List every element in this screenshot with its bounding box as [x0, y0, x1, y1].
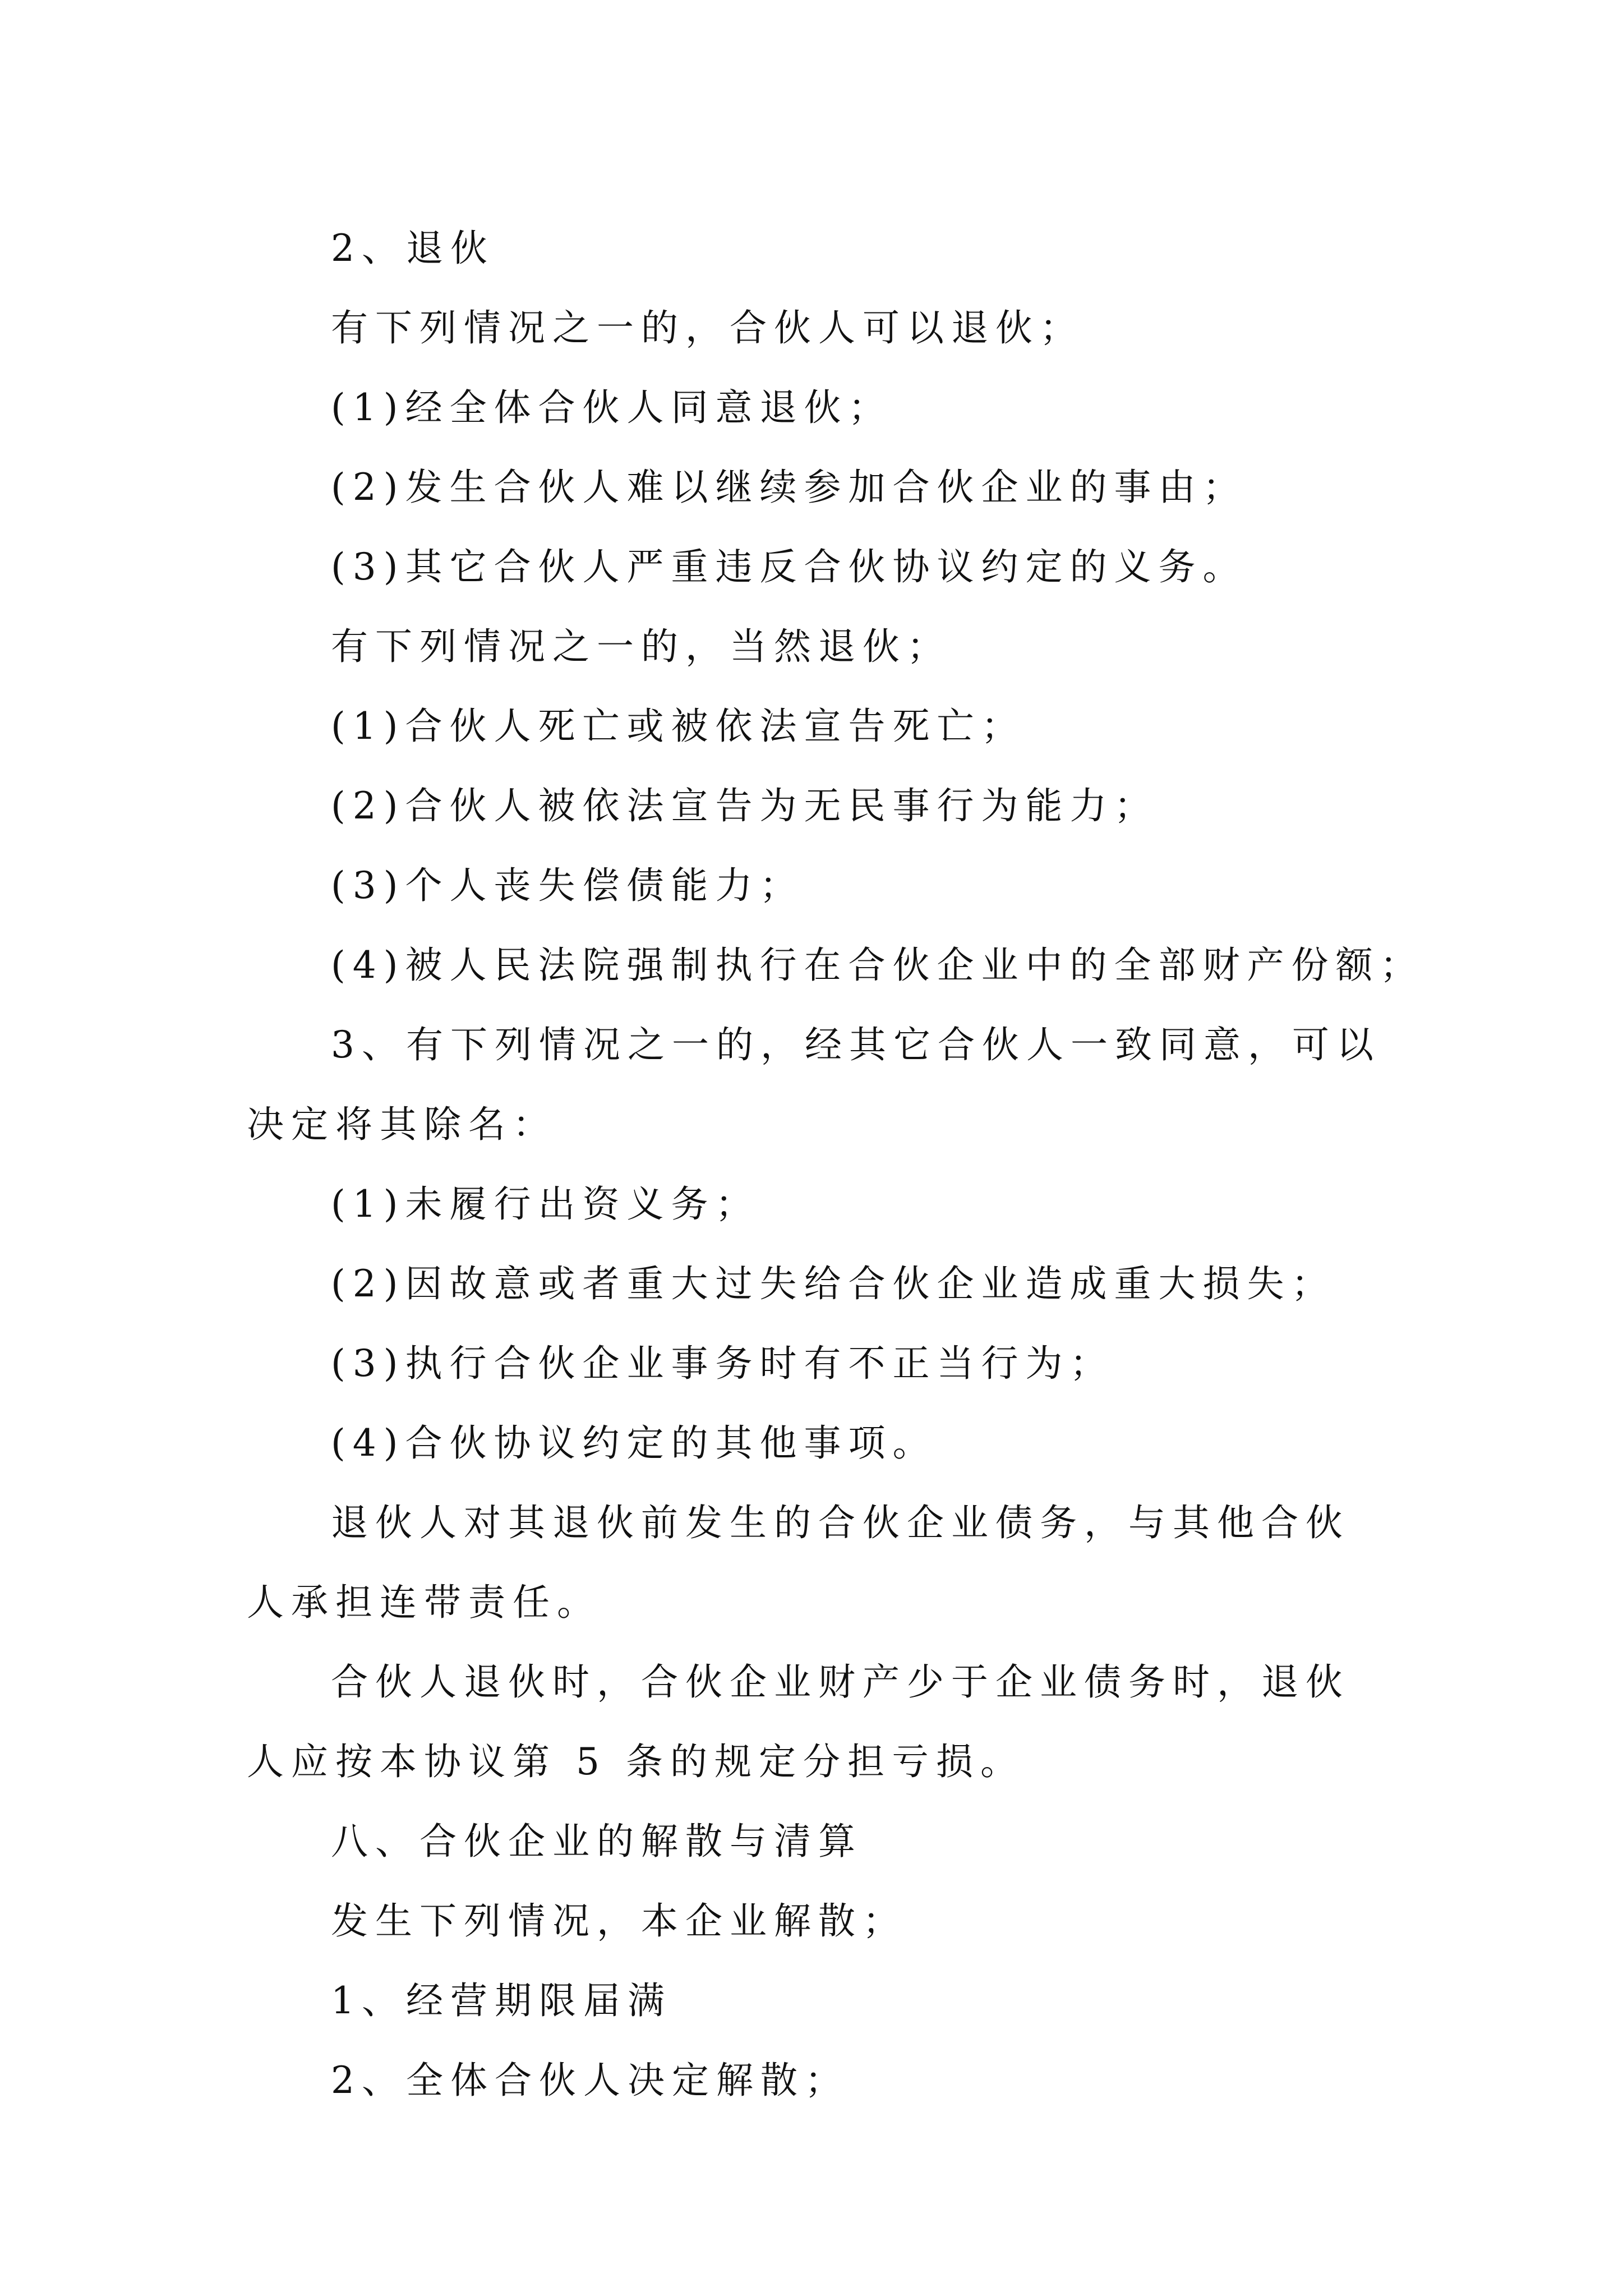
document-body: [247, 209, 1424, 2120]
paragraph-expulsion-item-1: (1)未履行出资义务；: [331, 1182, 760, 1226]
paragraph-dissolution-intro: 发生下列情况，本企业解散；: [331, 1899, 907, 1943]
paragraph-section-eight-heading: 八、合伙企业的解散与清算: [331, 1820, 863, 1863]
paragraph-expulsion-item-2: (2)因故意或者重大过失给合伙企业造成重大损失；: [331, 1262, 1336, 1305]
paragraph-dissolution-item-1: 1、经营期限届满: [331, 1979, 672, 2022]
paragraph-voluntary-item-1: (1)经全体合伙人同意退伙；: [331, 386, 893, 429]
paragraph-expulsion-item-3: (3)执行合伙企业事务时有不正当行为；: [331, 1342, 1114, 1385]
paragraph-automatic-item-4: (4)被人民法院强制执行在合伙企业中的全部财产份额；: [331, 944, 1424, 987]
paragraph-voluntary-withdrawal-intro: 有下列情况之一的，合伙人可以退伙；: [331, 306, 1084, 349]
paragraph-automatic-item-2: (2)合伙人被依法宣告为无民事行为能力；: [331, 784, 1159, 827]
paragraph-automatic-withdrawal-intro: 有下列情况之一的，当然退伙；: [331, 625, 951, 668]
paragraph-automatic-item-1: (1)合伙人死亡或被依法宣告死亡；: [331, 705, 1026, 748]
paragraph-automatic-item-3: (3)个人丧失偿债能力；: [331, 864, 804, 907]
paragraph-withdrawal-heading: 2、退伙: [331, 227, 495, 270]
paragraph-loss-sharing: 合伙人退伙时，合伙企业财产少于企业债务时，退伙人应按本协议第 5 条的规定分担亏损。: [247, 1660, 1350, 1783]
paragraph-joint-liability: 退伙人对其退伙前发生的合伙企业债务，与其他合伙人承担连带责任。: [247, 1501, 1350, 1624]
paragraph-expulsion-item-4: (4)合伙协议约定的其他事项。: [331, 1421, 937, 1465]
paragraph-voluntary-item-2: (2)发生合伙人难以继续参加合伙企业的事由；: [331, 466, 1247, 509]
paragraph-dissolution-item-2: 2、全体合伙人决定解散；: [331, 2059, 849, 2102]
paragraph-expulsion-intro: 3、有下列情况之一的，经其它合伙人一致同意，可以决定将其除名：: [247, 1023, 1381, 1146]
paragraph-voluntary-item-3: (3)其它合伙人严重违反合伙协议约定的义务。: [331, 545, 1247, 588]
